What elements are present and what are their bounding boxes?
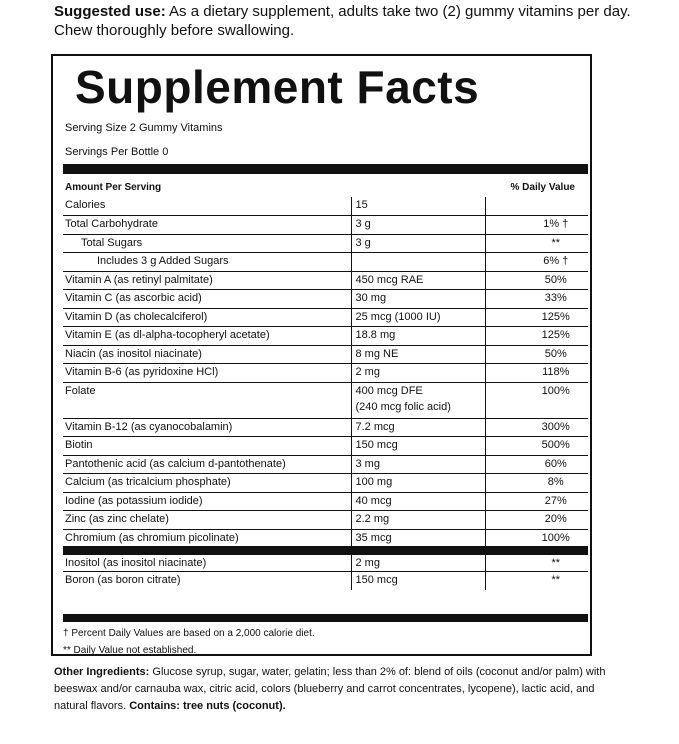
nutrient-dv: 500%	[485, 437, 588, 456]
nutrient-name: Vitamin B-6 (as pyridoxine HCl)	[63, 364, 351, 383]
nutrient-name: Niacin (as inositol niacinate)	[63, 345, 351, 364]
contains-allergen: Contains: tree nuts (coconut).	[129, 700, 286, 712]
nutrient-name: Vitamin E (as dl-alpha-tocopheryl acetate)	[63, 327, 351, 346]
thick-divider	[63, 164, 588, 174]
nutrient-dv: 125%	[485, 308, 588, 327]
nutrient-name: Zinc (as zinc chelate)	[63, 511, 351, 530]
nutrient-amount	[351, 253, 485, 272]
table-row	[63, 571, 588, 590]
bottom-thick-divider	[63, 614, 588, 622]
table-row	[63, 364, 588, 383]
servings-per-bottle: Servings Per Bottle 0	[65, 146, 169, 158]
nutrient-amount: 2.2 mg	[351, 511, 485, 530]
nutrient-dv: 33%	[485, 290, 588, 309]
nutrient-amount: 15	[351, 197, 485, 216]
nutrient-amount: 8 mg NE	[351, 345, 485, 364]
nutrient-amount: 3 g	[351, 216, 485, 235]
table-row	[63, 492, 588, 511]
nutrient-dv: 20%	[485, 511, 588, 530]
nutrient-amount: 2 mg	[351, 550, 485, 571]
table-row	[63, 511, 588, 530]
nutrient-dv: 6% †	[485, 253, 588, 272]
other-ingredients	[54, 664, 614, 715]
nutrient-amount: 150 mcg	[351, 437, 485, 456]
other-ingredients-text: Glucose syrup, sugar, water, gelatin; less than 2% of: blend of oils (coconut and/or palm) with beeswax and/or carnauba wax, citric acid, colors (blueberry and carrot concentrates, lycopene), lactic acid, and natural flavors.	[54, 666, 606, 712]
facts-table	[63, 197, 588, 590]
table-row	[63, 197, 588, 216]
nutrient-dv: 100%	[485, 529, 588, 550]
nutrient-amount-line1: 400 mcg DFE	[355, 384, 423, 397]
nutrient-dv: 8%	[485, 474, 588, 493]
nutrient-name: Pantothenic acid (as calcium d-pantothenate)	[63, 455, 351, 474]
nutrient-dv: 50%	[485, 345, 588, 364]
nutrient-dv	[485, 197, 588, 216]
table-row	[63, 418, 588, 437]
nutrient-amount	[351, 382, 485, 418]
nutrient-amount: 150 mcg	[351, 571, 485, 590]
nutrient-amount: 3 mg	[351, 455, 485, 474]
footnote-not-established: ** Daily Value not established.	[63, 645, 197, 656]
nutrient-amount: 35 mcg	[351, 529, 485, 550]
nutrient-amount: 18.8 mg	[351, 327, 485, 346]
other-ingredients-label: Other Ingredients:	[54, 666, 150, 678]
serving-size: Serving Size 2 Gummy Vitamins	[65, 122, 223, 134]
table-row	[63, 345, 588, 364]
nutrient-dv: **	[485, 550, 588, 571]
nutrient-name: Vitamin C (as ascorbic acid)	[63, 290, 351, 309]
nutrient-name: Total Sugars	[63, 234, 351, 253]
nutrient-name: Inositol (as inositol niacinate)	[63, 550, 351, 571]
suggested-use-label: Suggested use:	[54, 3, 166, 20]
table-row	[63, 216, 588, 235]
nutrient-amount: 100 mg	[351, 474, 485, 493]
nutrient-amount: 7.2 mcg	[351, 418, 485, 437]
supplement-facts-panel	[51, 54, 592, 656]
nutrient-dv: 60%	[485, 455, 588, 474]
panel-title: Supplement Facts	[75, 61, 480, 113]
nutrient-dv: 50%	[485, 271, 588, 290]
column-header	[65, 182, 575, 193]
nutrient-amount: 40 mcg	[351, 492, 485, 511]
nutrient-name: Calories	[63, 197, 351, 216]
suggested-use	[54, 2, 654, 40]
nutrient-name: Biotin	[63, 437, 351, 456]
nutrient-dv: 300%	[485, 418, 588, 437]
suggested-use-text: As a dietary supplement, adults take two (2) gummy vitamins per day. Chew thoroughly before swallowing.	[54, 3, 631, 39]
table-row	[63, 529, 588, 550]
nutrient-dv: **	[485, 234, 588, 253]
nutrient-amount: 30 mg	[351, 290, 485, 309]
nutrient-dv: 1% †	[485, 216, 588, 235]
nutrient-amount: 2 mg	[351, 364, 485, 383]
table-row	[63, 455, 588, 474]
table-row	[63, 234, 588, 253]
nutrient-name: Boron (as boron citrate)	[63, 571, 351, 590]
nutrient-name: Iodine (as potassium iodide)	[63, 492, 351, 511]
header-daily-value: % Daily Value	[510, 182, 575, 193]
table-row	[63, 253, 588, 272]
table-row	[63, 382, 588, 418]
nutrient-name: Vitamin D (as cholecalciferol)	[63, 308, 351, 327]
table-row	[63, 327, 588, 346]
nutrient-amount: 450 mcg RAE	[351, 271, 485, 290]
nutrient-name: Folate	[63, 382, 351, 418]
nutrient-name: Includes 3 g Added Sugars	[63, 253, 351, 272]
table-row	[63, 290, 588, 309]
nutrient-dv: 27%	[485, 492, 588, 511]
footnote-daily-values: † Percent Daily Values are based on a 2,000 calorie diet.	[63, 628, 315, 639]
table-row	[63, 437, 588, 456]
header-amount: Amount Per Serving	[65, 182, 162, 193]
table-row	[63, 271, 588, 290]
nutrient-amount: 25 mcg (1000 IU)	[351, 308, 485, 327]
table-row	[63, 474, 588, 493]
nutrient-dv: 100%	[485, 382, 588, 418]
nutrient-amount-line2: (240 mcg folic acid)	[355, 400, 451, 413]
table-row	[63, 308, 588, 327]
nutrient-name: Chromium (as chromium picolinate)	[63, 529, 351, 550]
nutrient-amount: 3 g	[351, 234, 485, 253]
nutrient-name: Vitamin A (as retinyl palmitate)	[63, 271, 351, 290]
nutrient-name: Vitamin B-12 (as cyanocobalamin)	[63, 418, 351, 437]
nutrient-dv: **	[485, 571, 588, 590]
table-row	[63, 550, 588, 571]
nutrient-name: Calcium (as tricalcium phosphate)	[63, 474, 351, 493]
nutrient-dv: 118%	[485, 364, 588, 383]
nutrient-name: Total Carbohydrate	[63, 216, 351, 235]
nutrient-dv: 125%	[485, 327, 588, 346]
